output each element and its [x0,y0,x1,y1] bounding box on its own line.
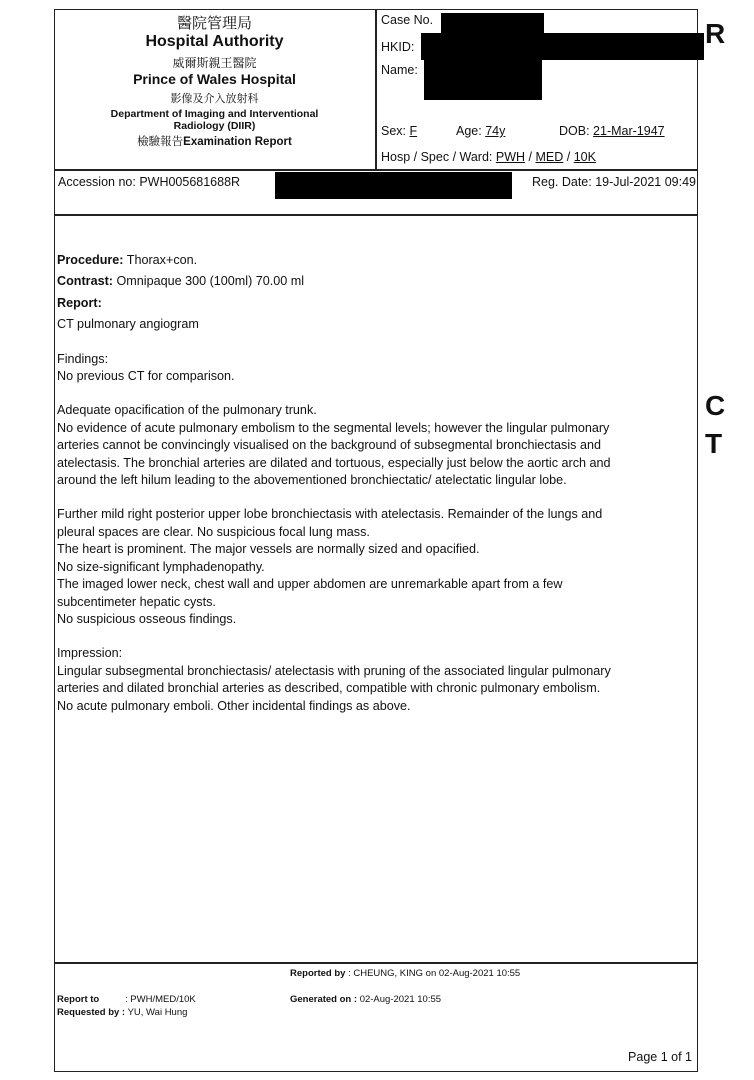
reg-date-label: Reg. Date: [531,175,592,189]
page-number: Page 1 of 1 [628,1050,692,1064]
findings-para1-line: around the left hilum leading to the abovementioned bronchiectatic/ atelectatic lingular lobe. [57,473,567,488]
accession-field [58,175,240,189]
findings-para2-line: pleural spaces are clear. No suspicious focal lung mass. [57,524,370,539]
redaction-hkid [421,33,704,60]
spec-value: MED [535,150,564,164]
findings-para1-line: Adequate opacification of the pulmonary trunk. [57,403,317,418]
reg-date-field [532,175,696,189]
margin-letter-c: C [705,390,726,421]
header-bottom-rule [54,169,698,171]
report-to-label: Report to [57,994,100,1005]
contrast-line [57,273,695,290]
age-value: 74y [485,124,506,138]
findings-para1-line: atelectasis. The bronchial arteries are dilated and tortuous, especially just below the aortic arch and [57,455,611,470]
report-label: Report: [57,295,102,310]
requested-by-value: YU, Wai Hung [127,1007,188,1018]
report-label-line [57,295,695,312]
hospital-name-en: Prince of Wales Hospital [133,71,296,88]
name-label: Name: [381,63,418,77]
report-to-value: : PWH/MED/10K [125,994,196,1005]
findings-para2-line: The heart is prominent. The major vessels are normally sized and opacified. [57,542,480,557]
findings-para2-line: No suspicious osseous findings. [57,611,237,626]
hospital-name-zh: 威爾斯親王醫院 [172,55,257,70]
contrast-value: Omnipaque 300 (100ml) 70.00 ml [116,274,305,289]
ward-value: 10K [573,150,596,164]
header-divider [375,9,377,169]
department-en-line1: Department of Imaging and Interventional [110,108,319,121]
impression-line: Lingular subsegmental bronchiectasis/ atelectasis with pruning of the associated lingular pulmonary [57,663,611,678]
procedure-label: Procedure: [57,253,124,267]
findings-para1-line: No evidence of acute pulmonary embolism to the segmental levels; however the lingular pulmonary [57,420,610,435]
redaction-name [424,60,542,100]
requested-by-label: Requested by : [57,1007,126,1018]
header-institution [54,9,375,169]
dob-label: DOB: [559,124,590,138]
findings-label: Findings: [57,351,109,366]
findings-para2-line: subcentimeter hepatic cysts. [57,594,216,609]
generated-on-field [290,994,441,1005]
exam-title-zh: 檢驗報告 [137,134,184,149]
age-field [456,124,505,138]
findings-para2-line: No size-significant lymphadenopathy. [57,559,265,574]
generated-on-value: 02-Aug-2021 10:55 [359,994,442,1005]
redaction-accession [275,172,512,199]
sex-label: Sex: [381,124,407,138]
accession-value: PWH005681688R [139,175,241,189]
sex-value: F [409,124,418,138]
reported-by-field [290,968,520,979]
redaction-case-no [441,13,544,33]
margin-letter-r: R [705,18,726,49]
department-en-line2: Radiology (DIIR) [173,120,256,133]
hosp-value: PWH [495,150,526,164]
separator: / [566,150,571,164]
report-to-field [57,994,196,1005]
findings-line: No previous CT for comparison. [57,369,235,384]
report-body [57,252,695,715]
case-no-label: Case No. [381,13,434,27]
footer-top-rule [54,962,698,964]
dob-field [559,124,665,138]
reported-by-label: Reported by [290,968,346,979]
margin-letter-t: T [705,428,723,459]
org-name-en: Hospital Authority [145,33,284,51]
accession-label: Accession no: [58,175,136,189]
generated-on-label: Generated on : [290,994,358,1005]
reg-date-value: 19-Jul-2021 09:49 [595,175,696,189]
procedure-value: Thorax+con. [126,253,198,267]
org-name-zh: 醫院管理局 [176,14,252,32]
department-zh: 影像及介入放射科 [170,91,259,105]
accession-bottom-rule [54,214,698,216]
age-label: Age: [456,124,482,138]
requested-by-field [57,1007,187,1018]
exam-report-title [54,135,375,149]
sex-field [381,124,417,138]
dob-value: 21-Mar-1947 [593,124,665,138]
exam-title-en: Examination Report [183,136,292,149]
impression-line: No acute pulmonary emboli. Other incidental findings as above. [57,698,411,713]
hkid-label: HKID: [381,40,415,54]
procedure-line [57,252,695,269]
findings-para2-line: Further mild right posterior upper lobe bronchiectasis with atelectasis. Remainder of the lungs and [57,507,603,522]
findings-para2-line: The imaged lower neck, chest wall and upper abdomen are unremarkable apart from a few [57,577,563,592]
findings-para1-line: arteries cannot be convincingly visualised on the background of subsegmental bronchiectasis and [57,438,601,453]
reported-by-value: : CHEUNG, KING on 02-Aug-2021 10:55 [348,968,521,979]
exam-title: CT pulmonary angiogram [57,317,199,332]
hosp-spec-ward-field [381,150,596,164]
hosp-label: Hosp / Spec / Ward: [381,150,493,164]
contrast-label: Contrast: [57,274,113,289]
impression-line: arteries and dilated bronchial arteries as described, compatible with chronic pulmonary embolism. [57,681,601,696]
separator: / [528,150,533,164]
impression-label: Impression: [57,646,123,661]
